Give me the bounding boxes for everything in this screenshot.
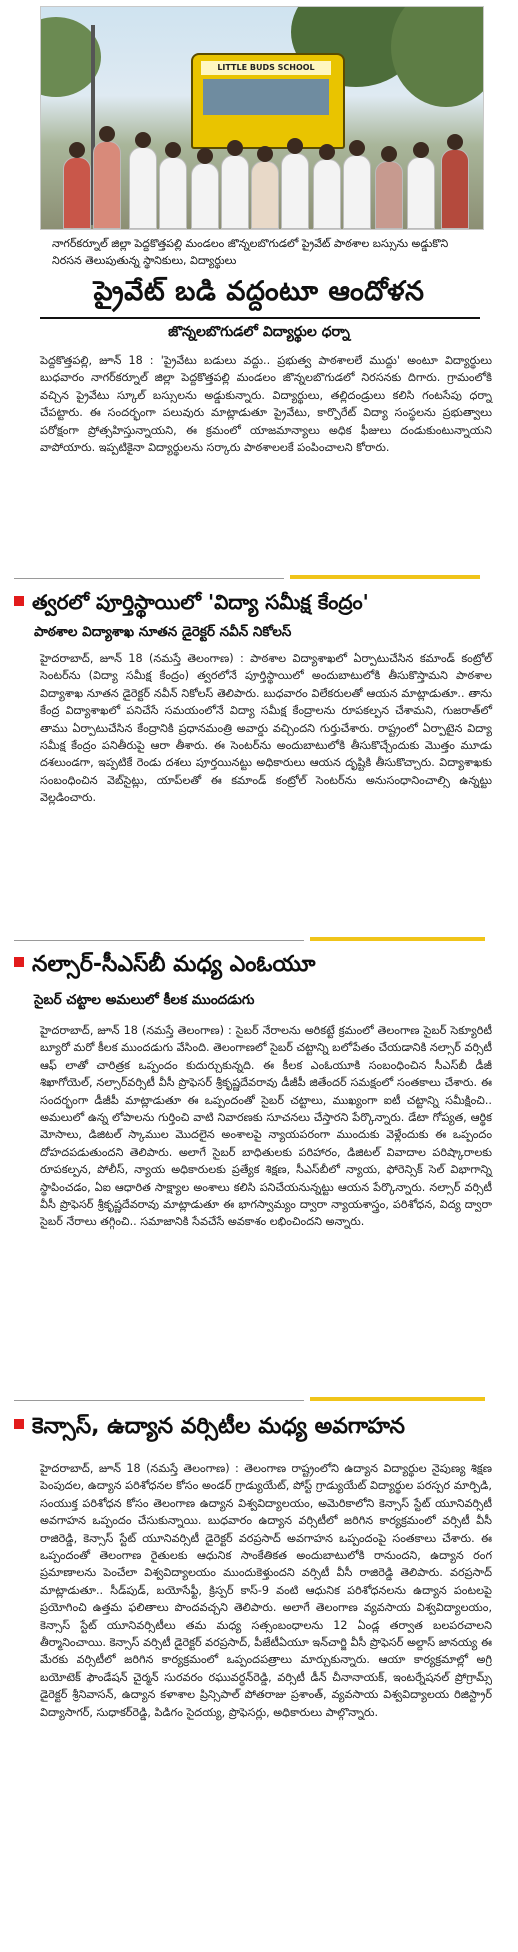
story-2-body [40, 650, 492, 807]
news-photo [40, 6, 484, 230]
subhead-3: సైబర్ చట్టాల అమలులో కీలక ముందడుగు [34, 992, 255, 1008]
bullet-icon [14, 1419, 24, 1429]
divider-1 [290, 575, 480, 579]
photo-caption: నాగర్‌కర్నూల్ జిల్లా పెద్దకొత్తపల్లి మండలం జొన్నలబొగుడలో ప్రైవేట్ పాఠశాల బస్సును అడ్డుకొని నిరసన తెలుపుతున్న స్థానికులు, విద్యార్థులు [52, 237, 449, 267]
headline-4-text: కెన్సాస్, ఉద్యాన వర్సిటీల మధ్య అవగాహన [32, 1414, 405, 1439]
subhead-1: జొన్నలబొగుడలో విద్యార్థుల ధర్నా [168, 324, 350, 340]
story-1-text: పెద్దకొత్తపల్లి, జూన్ 18 : 'ప్రైవేటు బడులు వద్దు.. ప్రభుత్వ పాఠశాలలే ముద్దు' అంటూ విద్యార్థులు బుధవారం నాగర్‌కర్నూల్ జిల్లా పెద్దకొత్తపల్లి మండలం జొన్నలబొగుడలో నిరసనకు దిగారు. గ్రామంలోకి వచ్చిన ప్రైవేటు స్కూల్ బస్సులను అడ్డుకున్నారు. విద్యార్థులు, తల్లిదండ్రులు కలిసి గంటసేపు ధర్నా చేపట్టారు. ఈ సందర్భంగా పలువురు మాట్లాడుతూ ప్రైవేటు, కార్పొరేట్ విద్యా సంస్థలను ప్రభుత్వాలు పరోక్షంగా ప్రోత్సహిస్తున్నాయని, ఈ క్రమంలో యాజమాన్యాలు అధిక ఫీజులు దండుకుంటున్నాయని వాపోయారు. ఇప్పటికైనా విద్యార్థులను సర్కారు పాఠశాలలకే పంపించాలని కోరారు. [40, 354, 492, 455]
subhead-2: పాఠశాల విద్యాశాఖ నూతన డైరెక్టర్ నవీన్ నికోలస్ [34, 624, 292, 640]
divider-2-grey [14, 940, 304, 941]
headline-2 [14, 590, 494, 619]
story-3-text: హైదరాబాద్, జూన్ 18 (నమస్తే తెలంగాణ) : సైబర్ నేరాలను అరికట్టే క్రమంలో తెలంగాణ సైబర్ సెక్యూరిటీ బ్యూరో మరో కీలక ముందడుగు వేసింది. తెలంగాణలో సైబర్ చట్టాన్ని బలోపేతం చేయడానికి నల్సార్‌ వర్సిటీ ఆఫ్ లాతో చారిత్రక ఒప్పందం కుదుర్చుకున్నది. ఈ కీలక ఎంఓయూకి సంబంధించిన సీఎస్‌బీ డీజీ శిఖాగోయెల్, నల్సార్‌వర్సిటీ వీసీ ప్రొఫెసర్ శ్రీకృష్ణదేవరావు డీజీపీ జితేందర్ సమక్షంలో సంతకాలు చేశారు. ఈ సందర్భంగా డీజీపీ మాట్లాడుతూ ఈ ఒప్పందంతో సైబర్ చట్టాలు, ముఖ్యంగా ఐటీ చట్టాన్ని సమీక్షించి.. అమలులో ఉన్న లోపాలను గుర్తించి వాటి నివారణకు సూచనలు చేస్తారని పేర్కొన్నారు. డేటా గోప్యత, ఆర్థిక మోసాలు, డిజిటల్ స్కాముల మొదలైన అంశాలపై న్యాయపరంగా ముందుకు వెళ్లేందుకు ఈ ఒప్పందం దోహదపడుతుందని తెలిపారు. అలాగే సైబర్ బాధితులకు పరిహారం, డిజిటల్ వివాదాల పరిష్కారాలకు రూపకల్పన, పోలీస్, న్యాయ అధికారులకు ప్రత్యేక శిక్షణ, సీఎస్‌బీలో న్యాయ, ఫోరెన్సిక్ సెల్ విభాగాన్ని స్థాపించడం, ఏఐ ఆధారిత సాక్ష్యాల అంశాలు కలిసి పనిచేయనున్నట్టు ఆయన పేర్కొన్నారు. నల్సార్ వర్సిటీ వీసీ ప్రొఫెసర్ శ్రీకృష్ణదేవరావు మాట్లాడుతూ ఈ భాగస్వామ్యం ద్వారా న్యాయశాస్త్రం, పరిశోధన, విద్య ద్వారా సైబర్ నేరాలు తగ్గించి.. సమాజానికి సేవచేసే అవకాశం లభించిందని అన్నారు. [40, 1024, 492, 1229]
headline-1: ప్రైవేట్ బడి వద్దంటూ ఆందోళన [93, 276, 425, 307]
story-2-text: హైదరాబాద్, జూన్ 18 (నమస్తే తెలంగాణ) : పాఠశాల విద్యాశాఖలో ఏర్పాటుచేసిన కమాండ్ కంట్రోల్ సెంటర్‌ను (విద్యా సమీక్ష కేంద్రం) త్వరలోనే పూర్తిస్థాయిలో అందుబాటులోకి తీసుకొస్తామని పాఠశాల విద్యాశాఖ నూతన డైరెక్టర్ నవీన్ నికోలస్ తెలిపారు. బుధవారం విలేకరులతో ఆయన మాట్లాడుతూ.. తాను కేంద్ర విద్యాశాఖలో పనిచేసే సమయంలోనే విద్యా సమీక్ష కేంద్రాలను రూపకల్పన చేశామని, గుజరాత్‌లో తాము ఏర్పాటుచేసిన కేంద్రానికి ప్రధానమంత్రి అవార్డు వచ్చిందని గుర్తుచేశారు. రాష్ట్రంలో ఏర్పాటైన విద్యా సమీక్ష కేంద్రం పనితీరుపై ఆరా తీశారు. ఈ సెంటర్‌ను అందుబాటులోకి తీసుకొచ్చేందుకు మొత్తం మూడు దశలుండగా, ఇప్పటికే రెండు దశలు పూర్తయినట్టు అధికారులు ఆయన దృష్టికి తీసుకొచ్చారు. విద్యాశాఖకు సంబంధించిన వెబ్‌సైట్లు, యాప్‌లతో ఈ కమాండ్ కంట్రోల్ సెంటర్‌ను అనుసంధానించాల్సి ఉన్నట్టు వెల్లడించారు. [40, 652, 492, 805]
headline-4 [14, 1414, 494, 1444]
bullet-icon [14, 596, 24, 606]
headline-2-text: త్వరలో పూర్తిస్థాయిలో 'విద్యా సమీక్ష కేంద్రం' [32, 590, 369, 614]
protest-crowd [41, 134, 483, 229]
bus-sign: LITTLE BUDS SCHOOL [201, 61, 331, 75]
headline-underline [40, 317, 480, 319]
story-3-body [40, 1022, 492, 1231]
story-4-text: హైదరాబాద్, జూన్ 18 (నమస్తే తెలంగాణ) : తెలంగాణ రాష్ట్రంలోని ఉద్యాన విద్యార్థుల నైపుణ్య శిక్షణ పెంపుదల, ఉద్యాన పరిశోధనల కోసం అండర్ గ్రాడ్యుయేట్, పోస్ట్ గ్రాడ్యుయేట్ విద్యార్థుల పరస్పర మార్పిడి, సంయుక్త పరిశోధన కోసం తెలంగాణ ఉద్యాన విశ్వవిద్యాలయం, అమెరికాలోని కెన్సాస్ స్టేట్ యూనివర్సిటీ అవగాహన ఒప్పందం చేసుకున్నాయి. బుధవారం ఉద్యాన వర్సిటీలో జరిగిన కార్యక్రమంలో వర్సిటీ వీసీ రాజిరెడ్డి, కెన్సాస్ స్టేట్ యూనివర్సిటీ డైరెక్టర్ వరప్రసాద్ అవగాహన ఒప్పందంపై సంతకాలు చేశారు. ఈ ఒప్పందంతో తెలంగాణ రైతులకు ఆధునిక సాంకేతికత అందుబాటులోకి రానుందని, ఉద్యాన రంగ ప్రమాణాలను పెంచేలా విశ్వవిద్యాలయం ముందుకెళ్తుందని వర్సిటీ వీసీ రాజిరెడ్డి తెలిపారు. వరప్రసాద్ మాట్లాడుతూ.. సీడ్‌పుడ్, బయోసేఫ్టీ, క్రిస్పర్ కాస్-9 వంటి ఆధునిక పరిశోధనలను ఉద్యాన పంటలపై ప్రయోగించి ఉత్తమ ఫలితాలు పొందవచ్చని తెలిపారు. అలాగే తెలంగాణ వ్యవసాయ విశ్వవిద్యాలయం, కెన్సాస్ స్టేట్ యూనివర్సిటీలు తమ మధ్య సత్సంబంధాలను 12 ఏండ్ల తర్వాత బలపరచాలని తీర్మానించాయి. కెన్సాస్ వర్సిటీ డైరెక్టర్ వరప్రసాద్, పీజేటీఏయూ ఇన్‌చార్జి వీసీ ప్రొఫెసర్ అల్దాస్ జానయ్య ఈ మేరకు వర్సిటీలో జరిగిన కార్యక్రమంలో ఒప్పందపత్రాలు మార్చుకున్నారు. ఆయా కార్యక్రమాల్లో అగ్రి బయోటెక్ ఫౌండేషన్ చైర్మన్ సురవరం రఘువర్ధన్‌రెడ్డి, వర్సిటీ డీన్ చీనానాయక్, ఇంటర్నేషనల్ ప్రోగ్రామ్స్ డైరెక్టర్ శ్రీనివాసన్, ఉద్యాన కళాశాల ప్రిన్సిపాల్ పోతరాజు ప్రశాంత్, వ్యవసాయ విశ్వవిద్యాలయ రిజిస్ట్రార్ విద్యాసాగర్, సుధాకర్‌రెడ్డి, పిడిగం సైదయ్య, ప్రొఫెసర్లు, అధికారులు పాల్గొన్నారు. [40, 1462, 492, 1719]
divider-2 [310, 937, 485, 941]
divider-1-grey [14, 578, 284, 579]
headline-3-text: నల్సార్-సీఎస్‌బీ మధ్య ఎంఓయూ [32, 952, 316, 977]
story-1-body [40, 352, 492, 456]
divider-3-grey [14, 1400, 304, 1401]
headline-3 [14, 952, 494, 982]
bullet-icon [14, 957, 24, 967]
divider-3 [310, 1397, 485, 1401]
story-4-body [40, 1460, 492, 1721]
